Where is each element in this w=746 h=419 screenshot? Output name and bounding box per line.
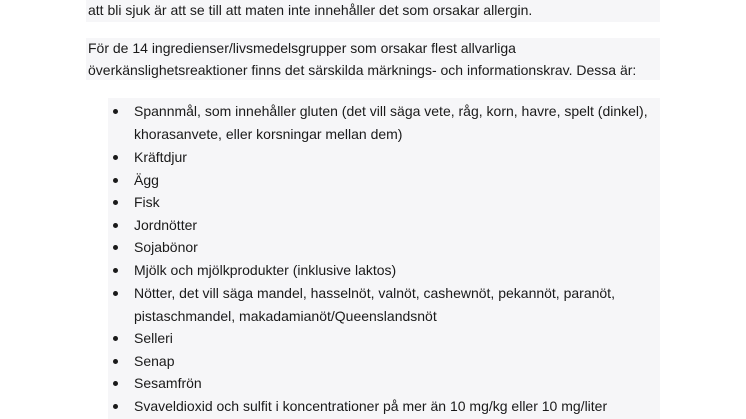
list-item-text: Fisk: [134, 194, 160, 210]
bullet-icon: [113, 245, 118, 250]
list-item-text: Senap: [134, 353, 175, 369]
bullet-icon: [113, 109, 118, 114]
paragraph-second-line-1: För de 14 ingredienser/livsmedelsgrupper som orsakar flest allvarliga: [88, 40, 516, 56]
bullet-icon: [113, 223, 118, 228]
list-item-text: Spannmål, som innehåller gluten (det vill säga vete, råg, korn, havre, spelt (dinkel),: [134, 103, 648, 119]
bullet-icon: [113, 200, 118, 205]
bullet-icon: [113, 381, 118, 386]
list-item-text: Mjölk och mjölkprodukter (inklusive laktos): [134, 262, 397, 278]
list-item-text: Sesamfrön: [134, 375, 202, 391]
list-item-text: Jordnötter: [134, 217, 198, 233]
list-item-text: Selleri: [134, 330, 173, 346]
bullet-icon: [113, 404, 118, 409]
bullet-icon: [113, 336, 118, 341]
list-item-text: Nötter, det vill säga mandel, hasselnöt, valnöt, cashewnöt, pekannöt, paranöt,: [134, 285, 615, 301]
bullet-icon: [113, 291, 118, 296]
bullet-icon: [113, 155, 118, 160]
paragraph-second-line-2: överkänslighetsreaktioner finns det särskilda märknings- och informationskrav. Dessa är:: [88, 62, 637, 78]
list-item-text-continued: pistaschmandel, makadamianöt/Queenslandsnöt: [134, 308, 437, 324]
highlight-list: [108, 98, 660, 419]
bullet-icon: [113, 268, 118, 273]
list-item-text: Svaveldioxid och sulfit i koncentrationer på mer än 10 mg/kg eller 10 mg/liter: [134, 398, 608, 414]
paragraph-intro-tail: att bli sjuk är att se till att maten inte innehåller det som orsakar allergin.: [88, 2, 533, 18]
list-item-text-continued: khorasanvete, eller korsningar mellan dem): [134, 126, 403, 142]
bullet-icon: [113, 178, 118, 183]
list-item-text: Sojabönor: [134, 239, 198, 255]
list-item-text: Kräftdjur: [134, 149, 187, 165]
list-item-text: Ägg: [134, 172, 159, 188]
bullet-icon: [113, 359, 118, 364]
